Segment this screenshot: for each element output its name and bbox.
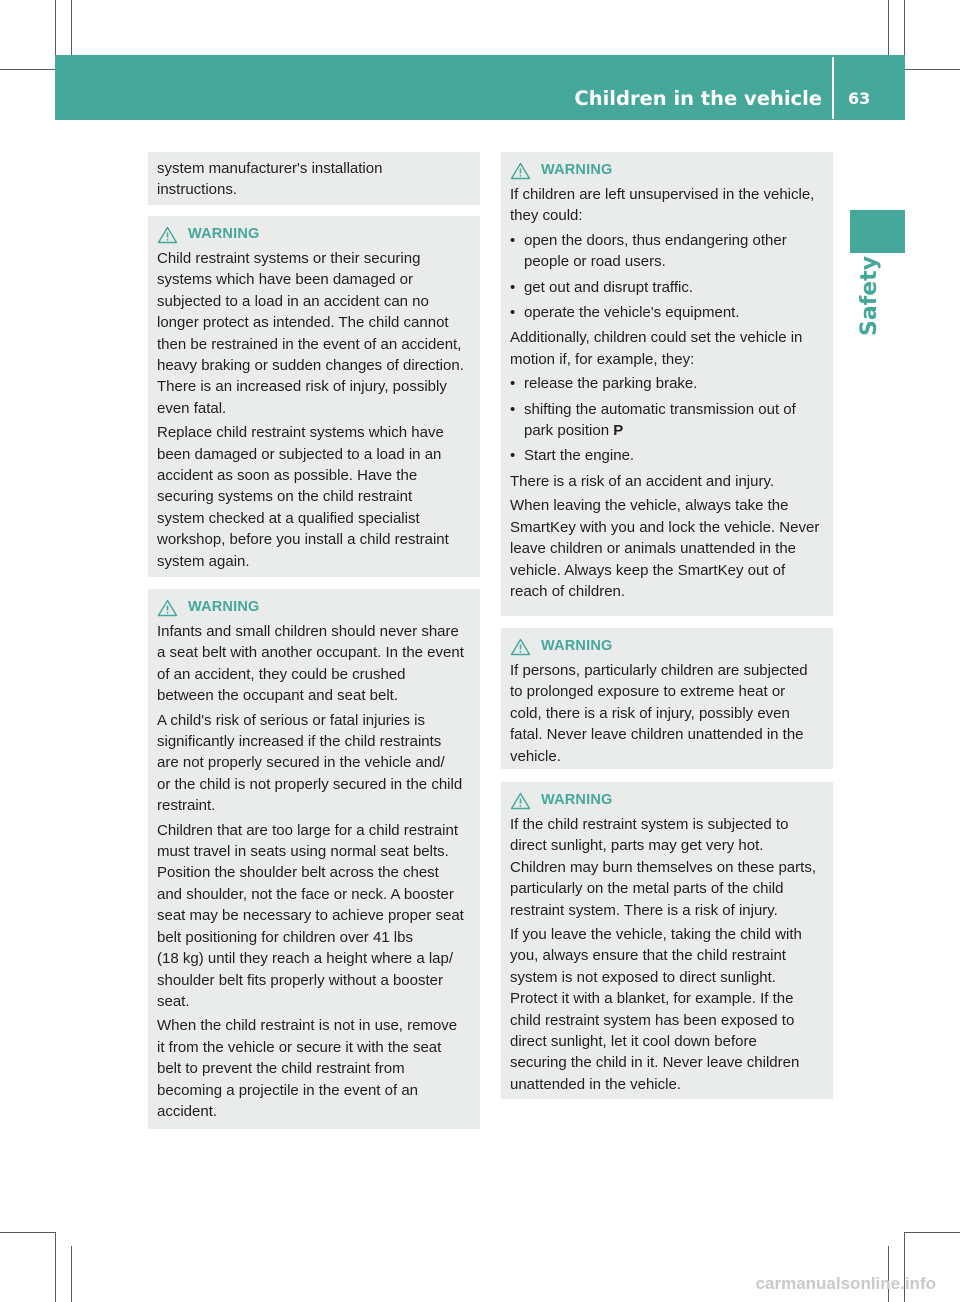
warning-paragraph: If persons, particularly children are subjected to prolonged exposure to extreme heat or cold, there is a risk of injury, possibly even fatal. Never leave children unattended in the vehicle. <box>510 662 808 765</box>
warning-paragraph: Replace child restraint systems which have been damaged or subjected to a load in an accident as soon as possible. Have the securing systems on the child restraint system checked at a qualified specialist workshop, before you install a child restraint system again. <box>157 424 449 570</box>
header-divider <box>832 57 834 119</box>
list-item: • operate the vehicle's equipment. <box>510 302 825 323</box>
warning-label: WARNING <box>541 791 613 808</box>
bullet-list <box>510 230 825 324</box>
warning-paragraph: If children are left unsupervised in the vehicle, they could: <box>510 186 815 225</box>
warning-label: WARNING <box>188 598 260 615</box>
warning-heading <box>510 636 825 657</box>
warning-paragraph: When leaving the vehicle, always take the SmartKey with you and lock the vehicle. Never leave children or animals unattended in the vehicle. Always keep the SmartKey out of reach of children. <box>510 497 820 600</box>
warning-paragraph: If the child restraint system is subjected to direct sunlight, parts may get very hot. Children may burn themselves on these parts, particularly on the metal parts of the child restraint system. There is a risk of injury. <box>510 816 816 919</box>
crop-mark <box>55 0 56 55</box>
crop-mark <box>0 1232 56 1233</box>
section-tab <box>850 210 905 253</box>
warning-heading <box>510 160 825 181</box>
crop-mark <box>904 0 905 55</box>
warning-heading <box>157 597 472 618</box>
crop-mark <box>888 0 889 55</box>
warning-box-damaged-restraints <box>148 216 480 577</box>
warning-triangle-icon <box>157 226 178 244</box>
warning-paragraph: If you leave the vehicle, taking the child with you, always ensure that the child restraint system is not exposed to direct sunlight. Protect it with a blanket, for example. If the child restraint system has been exposed to direct sunlight, let it cool down before securing the child in it. Never leave children unattended in the vehicle. <box>510 926 802 1093</box>
warning-paragraph: Child restraint systems or their securing systems which have been damaged or subjected to a load in an accident can no longer protect as intended. The child cannot then be restrained in the event of an accident, heavy braking or sudden changes of direction. There is an increased risk of injury, possibly even fatal. <box>157 250 464 417</box>
page-number: 63 <box>848 89 871 108</box>
list-item: • release the parking brake. <box>510 373 825 394</box>
page-title: Children in the vehicle <box>574 87 822 110</box>
warning-box-unsupervised-children <box>501 152 833 616</box>
warning-triangle-icon <box>157 599 178 617</box>
section-label: Safety <box>857 255 882 336</box>
crop-mark <box>71 1246 72 1302</box>
warning-box-seat-belt-sharing <box>148 589 480 1129</box>
gear-position: P <box>613 422 624 440</box>
warning-box-direct-sunlight <box>501 782 833 1099</box>
warning-triangle-icon <box>510 162 531 180</box>
crop-mark <box>904 1232 960 1233</box>
list-item <box>510 399 825 442</box>
warning-triangle-icon <box>510 638 531 656</box>
watermark: carmanualsonline.info <box>755 1274 936 1293</box>
list-item: • get out and disrupt traffic. <box>510 277 825 298</box>
warning-heading <box>157 224 472 245</box>
intro-text: system manufacturer's installation instructions. <box>157 160 383 199</box>
list-item-text: shifting the automatic transmission out of park position <box>524 400 796 440</box>
crop-mark <box>904 69 960 70</box>
warning-paragraph: Additionally, children could set the vehicle in motion if, for example, they: <box>510 329 803 368</box>
crop-mark <box>0 69 56 70</box>
warning-triangle-icon <box>510 792 531 810</box>
list-item: • Start the engine. <box>510 445 825 466</box>
list-item: • open the doors, thus endangering other people or road users. <box>510 230 825 273</box>
bullet-list <box>510 373 825 467</box>
warning-heading <box>510 790 825 811</box>
warning-paragraph: A child's risk of serious or fatal injuries is significantly increased if the child restraints are not properly secured in the vehicle and/ or the child is not properly secured in the child restraint. <box>157 711 463 815</box>
warning-label: WARNING <box>188 225 260 242</box>
crop-mark <box>71 0 72 55</box>
warning-label: WARNING <box>541 161 613 178</box>
intro-box <box>148 152 480 205</box>
crop-mark <box>55 1232 56 1302</box>
warning-box-extreme-temperature <box>501 628 833 769</box>
warning-paragraph: Children that are too large for a child restraint must travel in seats using normal seat belts. Position the shoulder belt across the chest and shoulder, not the face or neck. A booster seat may be necessary to achieve proper seat belt positioning for children over 41 lbs (18 kg) until they reach a height where a lap/ shoulder belt fits properly without a booster seat. <box>157 821 464 1010</box>
warning-paragraph: When the child restraint is not in use, remove it from the vehicle or secure it with the seat belt to prevent the child restraint from becoming a projectile in the event of an accident. <box>157 1017 458 1120</box>
warning-label: WARNING <box>541 637 613 654</box>
warning-paragraph: There is a risk of an accident and injury. <box>510 472 775 490</box>
warning-paragraph: Infants and small children should never share a seat belt with another occupant. In the event of an accident, they could be crushed between the occupant and seat belt. <box>157 623 464 705</box>
